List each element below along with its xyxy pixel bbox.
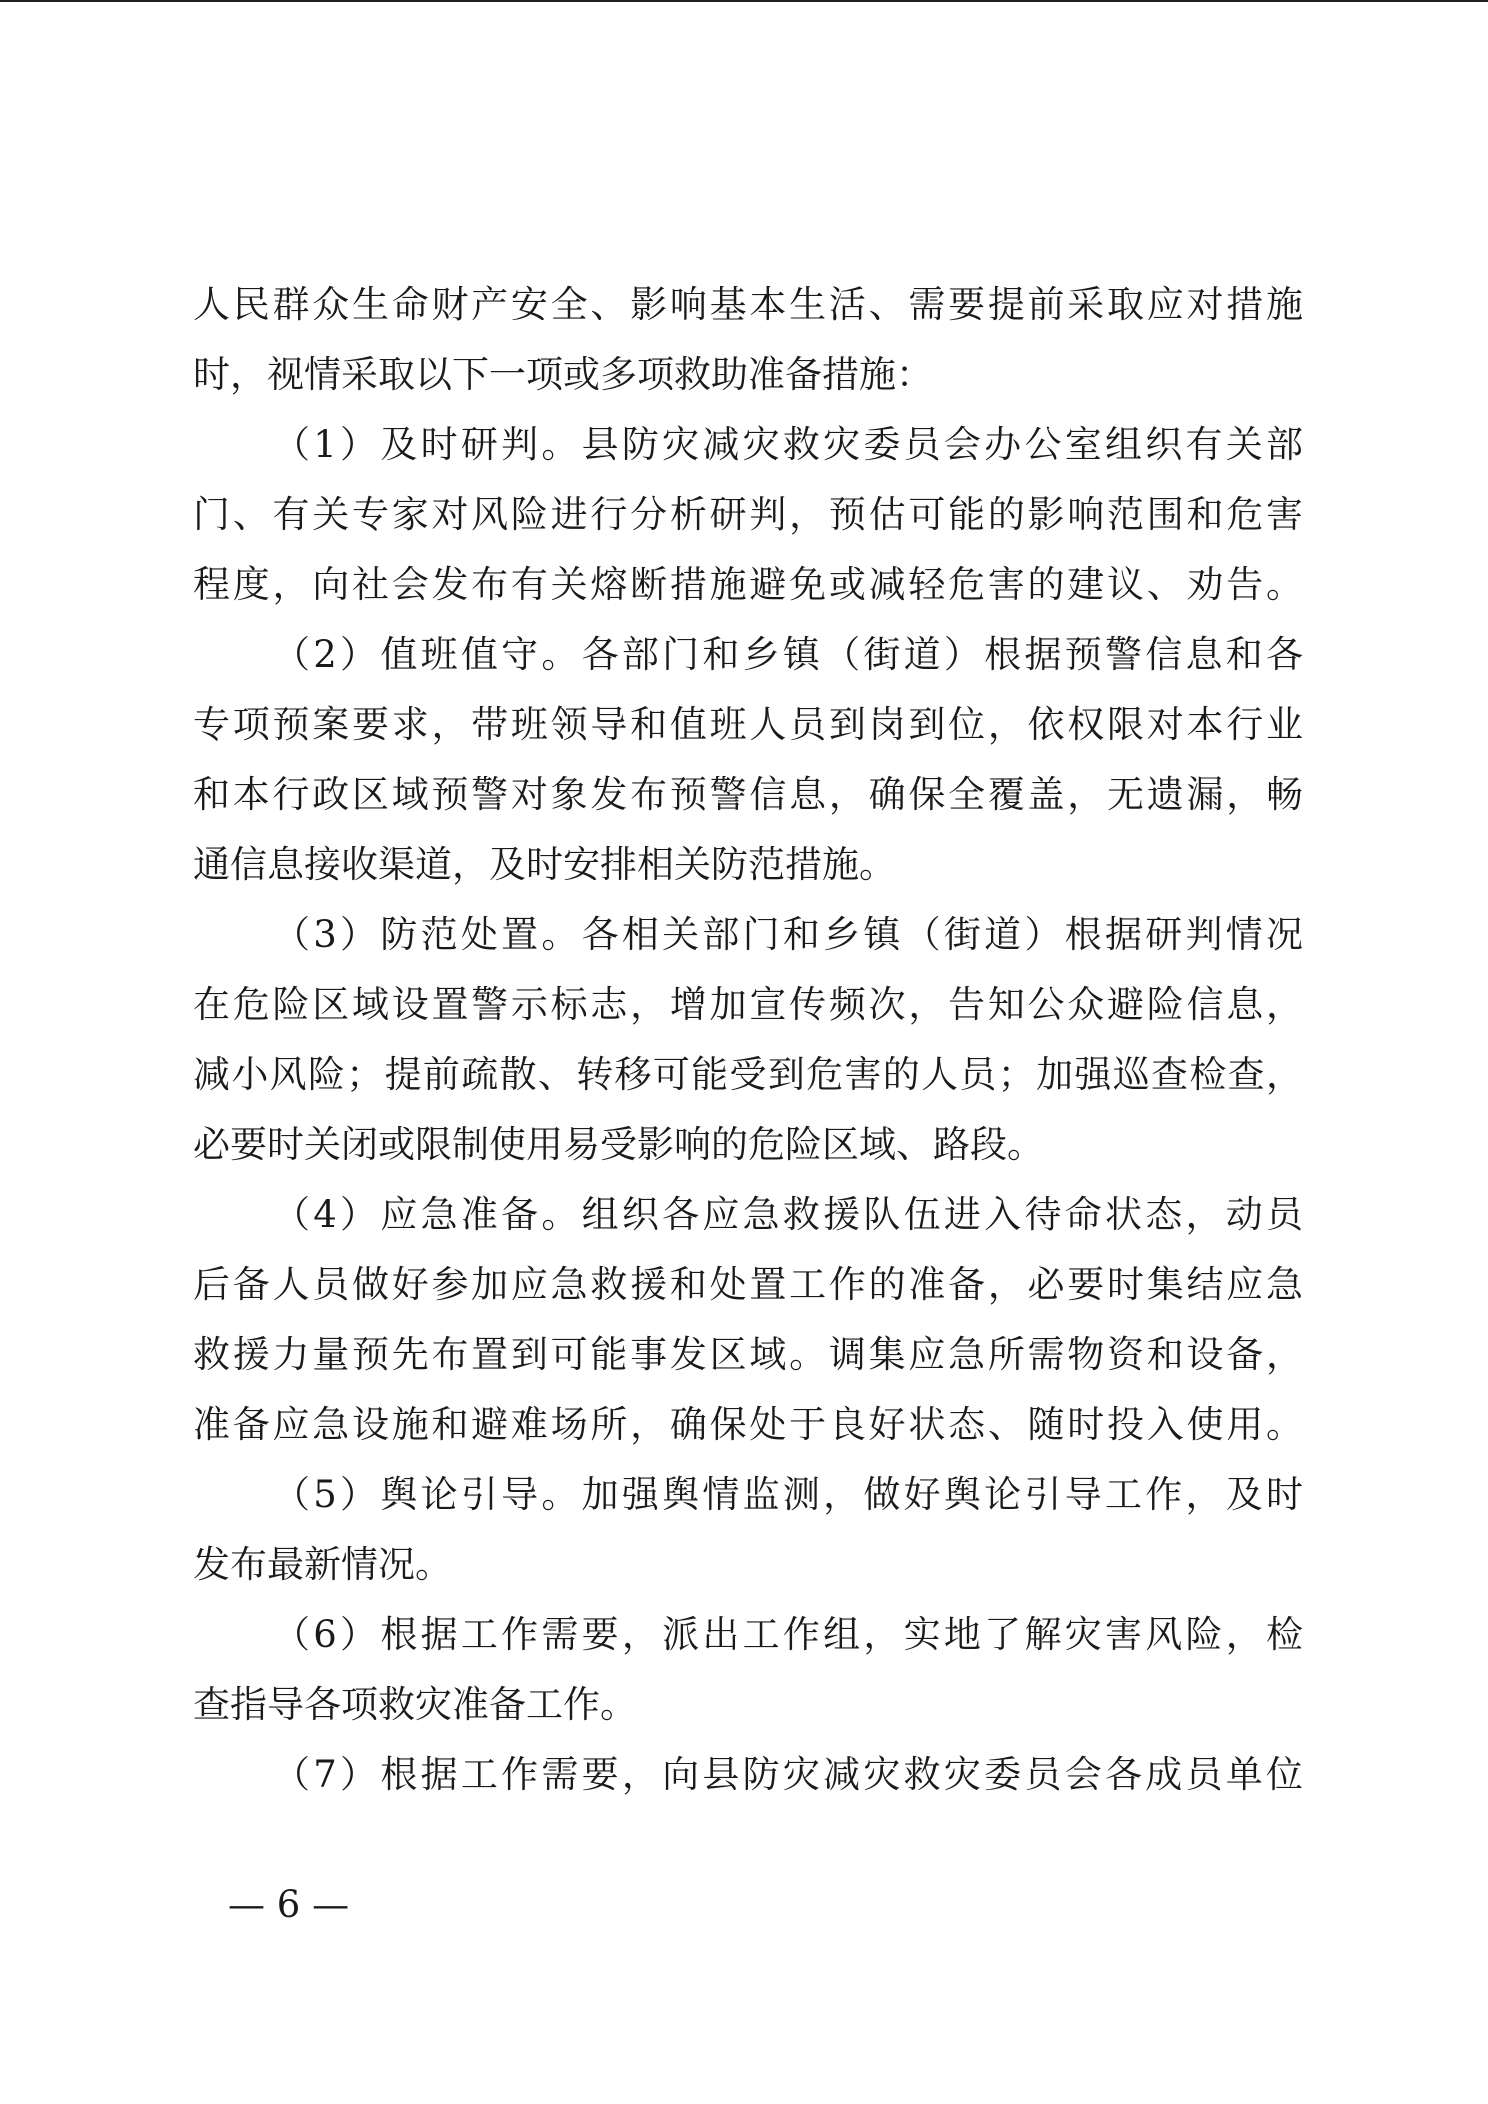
paragraph-start-line: （7）根据工作需要，向县防灾减灾救灾委员会各成员单位	[273, 1753, 1303, 1796]
text-line: 时，视情采取以下一项或多项救助准备措施：	[193, 353, 933, 396]
text-line: 发布最新情况。	[193, 1543, 452, 1586]
text-line: 减小风险；提前疏散、转移可能受到危害的人员；加强巡查检查，	[193, 1053, 1303, 1096]
text-line: 专项预案要求，带班领导和值班人员到岗到位，依权限对本行业	[193, 703, 1303, 746]
text-line: 必要时关闭或限制使用易受影响的危险区域、路段。	[193, 1123, 1044, 1166]
text-line: 通信息接收渠道，及时安排相关防范措施。	[193, 843, 896, 886]
text-line: 门、有关专家对风险进行分析研判，预估可能的影响范围和危害	[193, 493, 1303, 536]
text-line: 准备应急设施和避难场所，确保处于良好状态、随时投入使用。	[193, 1403, 1303, 1446]
paragraph-start-line: （3）防范处置。各相关部门和乡镇（街道）根据研判情况	[273, 913, 1303, 956]
paragraph-start-line: （1）及时研判。县防灾减灾救灾委员会办公室组织有关部	[273, 423, 1303, 466]
top-border-line	[0, 0, 1488, 2]
text-line: 和本行政区域预警对象发布预警信息，确保全覆盖，无遗漏，畅	[193, 773, 1303, 816]
paragraph-start-line: （5）舆论引导。加强舆情监测，做好舆论引导工作，及时	[273, 1473, 1303, 1516]
text-line: 救援力量预先布置到可能事发区域。调集应急所需物资和设备，	[193, 1333, 1303, 1376]
paragraph-start-line: （2）值班值守。各部门和乡镇（街道）根据预警信息和各	[273, 633, 1303, 676]
text-line: 人民群众生命财产安全、影响基本生活、需要提前采取应对措施	[193, 283, 1303, 326]
document-body	[193, 270, 1303, 1810]
paragraph-start-line: （6）根据工作需要，派出工作组，实地了解灾害风险，检	[273, 1613, 1303, 1656]
page-number: — 6 —	[228, 1883, 350, 1926]
text-line: 程度，向社会发布有关熔断措施避免或减轻危害的建议、劝告。	[193, 563, 1303, 606]
text-line: 后备人员做好参加应急救援和处置工作的准备，必要时集结应急	[193, 1263, 1303, 1306]
text-line: 在危险区域设置警示标志，增加宣传频次，告知公众避险信息，	[193, 983, 1303, 1026]
text-line: 查指导各项救灾准备工作。	[193, 1683, 637, 1726]
paragraph-start-line: （4）应急准备。组织各应急救援队伍进入待命状态，动员	[273, 1193, 1303, 1236]
